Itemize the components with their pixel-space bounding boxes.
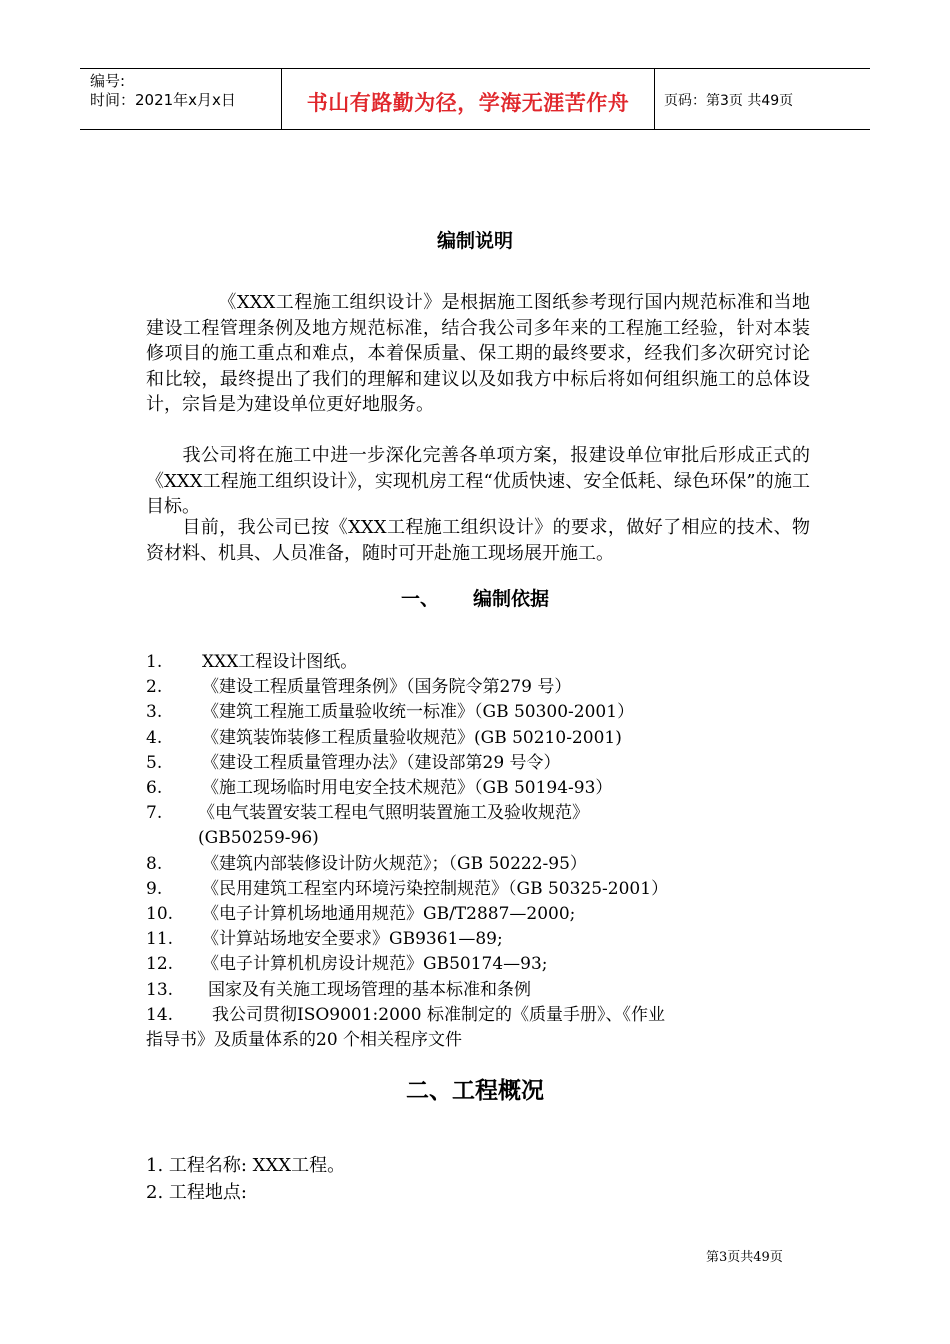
list-item-number: 5. xyxy=(146,752,163,773)
list-item-number: 3. xyxy=(146,702,163,723)
list-item-text: 国家及有关施工现场管理的基本标准和条例 xyxy=(208,979,531,1000)
list-item-number: 14. xyxy=(146,1004,174,1025)
overview-item-project-name: 1. 工程名称: XXX工程。 xyxy=(146,1155,346,1176)
list-item-number: 2. xyxy=(146,677,163,698)
list-item-text: 《电子计算机场地通用规范》GB/T2887—2000; xyxy=(202,904,576,925)
list-item xyxy=(146,902,816,927)
list-item xyxy=(146,700,816,725)
header-motto: 书山有路勤为径，学海无涯苦作舟 xyxy=(306,91,630,115)
page-footer: 第3页共49页 xyxy=(706,1250,783,1265)
list-item-text: XXX工程设计图纸。 xyxy=(202,652,358,672)
list-item xyxy=(146,650,816,675)
list-item xyxy=(146,675,816,700)
list-item-number: 1. xyxy=(146,652,163,672)
list-item-text: 《电气装置安装工程电气照明装置施工及验收规范》 xyxy=(198,803,589,824)
document-title: 编制说明 xyxy=(436,230,513,252)
list-item xyxy=(146,852,816,877)
list-item-text: 《建筑工程施工质量验收统一标准》（GB 50300-2001） xyxy=(202,702,635,723)
overview-item-project-location: 2. 工程地点: xyxy=(146,1182,247,1203)
list-item-text: 《建设工程质量管理条例》（国务院令第279 号） xyxy=(202,677,572,698)
list-item-text: 《建筑内部装修设计防火规范》；（GB 50222-95） xyxy=(202,853,587,874)
overview-list xyxy=(146,1152,345,1206)
list-item-number: 10. xyxy=(146,904,174,925)
list-item xyxy=(146,726,816,751)
list-item-number: 13. xyxy=(146,979,174,1000)
list-item xyxy=(146,877,816,902)
intro-paragraph-1-text: 《XXX工程施工组织设计》是根据施工图纸参考现行国内规范标准和当地建设工程管理条例及地方规范标准，结合我公司多年来的工程施工经验，针对本装修项目的施工重点和难点，本着保质量、保工期的最终要求，经我们多次研究讨论和比较，最终提出了我们的理解和建议以及如我方中标后将如何组织施工的总体设计，宗旨是为建设单位更好地服务。 xyxy=(146,292,810,416)
list-item-text: 《建筑装饰装修工程质量验收规范》(GB 50210-2001) xyxy=(202,727,622,748)
list-item-text-continuation: 指导书》及质量体系的20 个相关程序文件 xyxy=(146,1030,463,1051)
list-item-text: 《民用建筑工程室内环境污染控制规范》（GB 50325-2001） xyxy=(202,878,669,899)
list-item xyxy=(146,978,816,1003)
list-item-text: 我公司贯彻ISO9001:2000 标准制定的《质量手册》、《作业 xyxy=(212,1004,665,1025)
intro-paragraph-2-text: 我公司将在施工中进一步深化完善各单项方案，报建设单位审批后形成正式的《XXX工程施工组织设计》，实现机房工程“优质快速、安全低耗、绿色环保”的施工目标。 xyxy=(146,445,810,518)
list-item xyxy=(146,927,816,952)
list-item-text: 《计算站场地安全要求》GB9361—89; xyxy=(202,929,503,950)
list-item xyxy=(146,1003,816,1053)
list-item xyxy=(146,801,816,851)
document-number-label: 编号: xyxy=(90,72,126,90)
section-heading-basis xyxy=(0,584,950,611)
section-number: 一、 xyxy=(400,588,439,610)
page-header xyxy=(80,68,870,130)
intro-paragraph-1 xyxy=(146,290,810,418)
list-item-text: 《电子计算机机房设计规范》GB50174—93; xyxy=(202,954,548,975)
list-item xyxy=(146,952,816,977)
list-item-number: 9. xyxy=(146,878,163,899)
list-item-text-continuation: (GB50259-96) xyxy=(198,828,319,849)
header-motto-cell xyxy=(281,69,655,129)
intro-paragraph-2 xyxy=(146,443,810,520)
list-item-number: 4. xyxy=(146,727,163,748)
list-item-text: 《建设工程质量管理办法》（建设部第29 号令） xyxy=(202,752,561,773)
header-left-cell xyxy=(80,69,281,129)
list-item-text: 《施工现场临时用电安全技术规范》（GB 50194-93） xyxy=(202,778,613,799)
list-item-number: 8. xyxy=(146,853,163,874)
header-page-info: 页码：第3页 共49页 xyxy=(664,93,794,109)
list-item-number: 11. xyxy=(146,929,174,950)
basis-list xyxy=(146,650,816,1053)
document-date-label: 时间：2021年x月x日 xyxy=(90,91,236,109)
list-item xyxy=(146,776,816,801)
list-item-number: 7. xyxy=(146,803,163,824)
list-item-number: 6. xyxy=(146,778,163,799)
intro-paragraph-3 xyxy=(146,515,810,566)
section-heading-overview: 二、工程概况 xyxy=(406,1077,544,1104)
header-right-cell xyxy=(654,69,870,129)
section-title: 编制依据 xyxy=(473,588,550,610)
list-item xyxy=(146,751,816,776)
list-item-number: 12. xyxy=(146,954,174,975)
intro-paragraph-3-text: 目前，我公司已按《XXX工程施工组织设计》的要求，做好了相应的技术、物资材料、机具、人员准备，随时可开赴施工现场展开施工。 xyxy=(146,517,810,564)
